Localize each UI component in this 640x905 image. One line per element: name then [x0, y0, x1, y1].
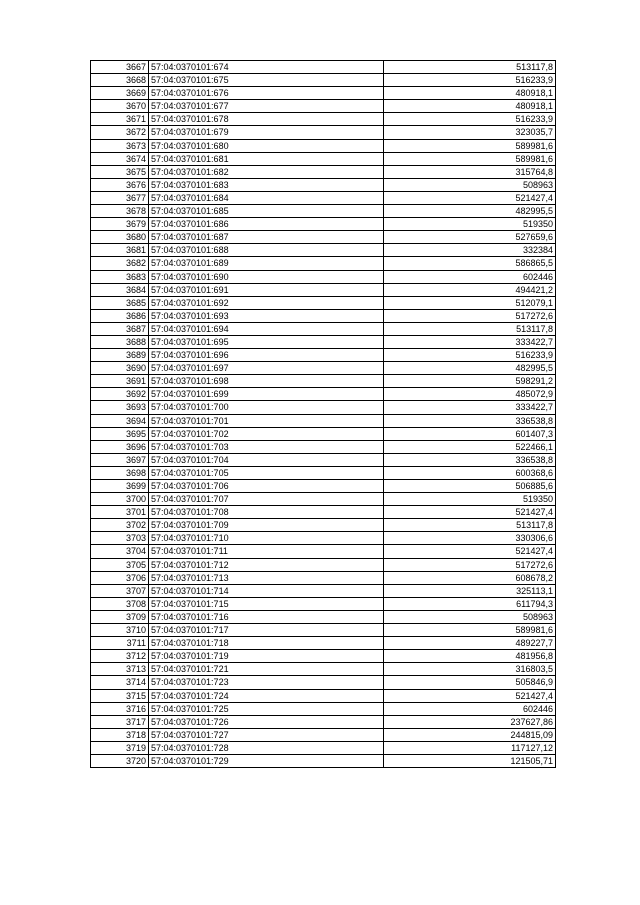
row-number-cell: 3701: [91, 506, 149, 519]
value-cell: 121505,71: [384, 754, 556, 767]
row-number-cell: 3669: [91, 87, 149, 100]
value-cell: 521427,4: [384, 191, 556, 204]
row-number-cell: 3691: [91, 375, 149, 388]
row-number-cell: 3668: [91, 74, 149, 87]
cadastral-number-cell: 57:04:0370101:703: [149, 440, 384, 453]
table-body: [91, 61, 556, 768]
row-number-cell: 3702: [91, 519, 149, 532]
cadastral-number-cell: 57:04:0370101:682: [149, 165, 384, 178]
value-cell: 336538,8: [384, 453, 556, 466]
value-cell: 325113,1: [384, 584, 556, 597]
row-number-cell: 3689: [91, 349, 149, 362]
cadastral-number-cell: 57:04:0370101:727: [149, 728, 384, 741]
value-cell: 513117,8: [384, 322, 556, 335]
table-row: [91, 597, 556, 610]
row-number-cell: 3711: [91, 637, 149, 650]
row-number-cell: 3692: [91, 388, 149, 401]
row-number-cell: 3719: [91, 741, 149, 754]
value-cell: 519350: [384, 493, 556, 506]
value-cell: 513117,8: [384, 519, 556, 532]
table-row: [91, 414, 556, 427]
value-cell: 505846,9: [384, 676, 556, 689]
cadastral-number-cell: 57:04:0370101:696: [149, 349, 384, 362]
cadastral-number-cell: 57:04:0370101:694: [149, 322, 384, 335]
row-number-cell: 3675: [91, 165, 149, 178]
row-number-cell: 3673: [91, 139, 149, 152]
row-number-cell: 3681: [91, 244, 149, 257]
row-number-cell: 3694: [91, 414, 149, 427]
cadastral-number-cell: 57:04:0370101:689: [149, 257, 384, 270]
table-row: [91, 113, 556, 126]
cadastral-number-cell: 57:04:0370101:717: [149, 624, 384, 637]
row-number-cell: 3718: [91, 728, 149, 741]
row-number-cell: 3703: [91, 532, 149, 545]
cadastral-number-cell: 57:04:0370101:692: [149, 296, 384, 309]
table-row: [91, 178, 556, 191]
value-cell: 517272,6: [384, 309, 556, 322]
table-row: [91, 754, 556, 767]
row-number-cell: 3696: [91, 440, 149, 453]
table-row: [91, 702, 556, 715]
value-cell: 506885,6: [384, 480, 556, 493]
table-row: [91, 296, 556, 309]
row-number-cell: 3698: [91, 466, 149, 479]
value-cell: 602446: [384, 702, 556, 715]
value-cell: 527659,6: [384, 231, 556, 244]
table-row: [91, 375, 556, 388]
cadastral-number-cell: 57:04:0370101:700: [149, 401, 384, 414]
value-cell: 602446: [384, 270, 556, 283]
value-cell: 316803,5: [384, 663, 556, 676]
cadastral-number-cell: 57:04:0370101:701: [149, 414, 384, 427]
table-row: [91, 322, 556, 335]
row-number-cell: 3700: [91, 493, 149, 506]
cadastral-number-cell: 57:04:0370101:714: [149, 584, 384, 597]
table-row: [91, 466, 556, 479]
table-row: [91, 61, 556, 74]
row-number-cell: 3674: [91, 152, 149, 165]
value-cell: 589981,6: [384, 139, 556, 152]
cadastral-number-cell: 57:04:0370101:713: [149, 571, 384, 584]
table-row: [91, 545, 556, 558]
table-row: [91, 427, 556, 440]
table-row: [91, 100, 556, 113]
row-number-cell: 3705: [91, 558, 149, 571]
row-number-cell: 3679: [91, 218, 149, 231]
value-cell: 330306,6: [384, 532, 556, 545]
value-cell: 333422,7: [384, 335, 556, 348]
row-number-cell: 3708: [91, 597, 149, 610]
cadastral-number-cell: 57:04:0370101:699: [149, 388, 384, 401]
cadastral-number-cell: 57:04:0370101:681: [149, 152, 384, 165]
row-number-cell: 3680: [91, 231, 149, 244]
cadastral-number-cell: 57:04:0370101:719: [149, 650, 384, 663]
value-cell: 598291,2: [384, 375, 556, 388]
value-cell: 589981,6: [384, 624, 556, 637]
cadastral-number-cell: 57:04:0370101:677: [149, 100, 384, 113]
table-row: [91, 637, 556, 650]
cadastral-number-cell: 57:04:0370101:726: [149, 715, 384, 728]
row-number-cell: 3717: [91, 715, 149, 728]
table-row: [91, 689, 556, 702]
cadastral-number-cell: 57:04:0370101:679: [149, 126, 384, 139]
table-row: [91, 650, 556, 663]
table-row: [91, 218, 556, 231]
table-row: [91, 335, 556, 348]
table-row: [91, 270, 556, 283]
row-number-cell: 3670: [91, 100, 149, 113]
table-row: [91, 388, 556, 401]
table-row: [91, 532, 556, 545]
value-cell: 482995,5: [384, 362, 556, 375]
cadastral-number-cell: 57:04:0370101:705: [149, 466, 384, 479]
value-cell: 323035,7: [384, 126, 556, 139]
cadastral-number-cell: 57:04:0370101:710: [149, 532, 384, 545]
cadastral-number-cell: 57:04:0370101:695: [149, 335, 384, 348]
table-row: [91, 74, 556, 87]
value-cell: 608678,2: [384, 571, 556, 584]
table-row: [91, 676, 556, 689]
row-number-cell: 3667: [91, 61, 149, 74]
value-cell: 512079,1: [384, 296, 556, 309]
row-number-cell: 3676: [91, 178, 149, 191]
row-number-cell: 3690: [91, 362, 149, 375]
table-row: [91, 152, 556, 165]
cadastral-number-cell: 57:04:0370101:704: [149, 453, 384, 466]
value-cell: 332384: [384, 244, 556, 257]
value-cell: 601407,3: [384, 427, 556, 440]
value-cell: 521427,4: [384, 545, 556, 558]
table-row: [91, 165, 556, 178]
value-cell: 315764,8: [384, 165, 556, 178]
value-cell: 521427,4: [384, 689, 556, 702]
table-row: [91, 401, 556, 414]
cadastral-number-cell: 57:04:0370101:721: [149, 663, 384, 676]
table-row: [91, 610, 556, 623]
cadastral-number-cell: 57:04:0370101:690: [149, 270, 384, 283]
value-cell: 237627,86: [384, 715, 556, 728]
value-cell: 516233,9: [384, 74, 556, 87]
row-number-cell: 3686: [91, 309, 149, 322]
row-number-cell: 3687: [91, 322, 149, 335]
row-number-cell: 3688: [91, 335, 149, 348]
table-row: [91, 244, 556, 257]
row-number-cell: 3714: [91, 676, 149, 689]
value-cell: 244815,09: [384, 728, 556, 741]
value-cell: 522466,1: [384, 440, 556, 453]
cadastral-number-cell: 57:04:0370101:687: [149, 231, 384, 244]
table-row: [91, 191, 556, 204]
value-cell: 600368,6: [384, 466, 556, 479]
cadastral-number-cell: 57:04:0370101:712: [149, 558, 384, 571]
table-row: [91, 558, 556, 571]
value-cell: 117127,12: [384, 741, 556, 754]
cadastral-number-cell: 57:04:0370101:724: [149, 689, 384, 702]
value-cell: 494421,2: [384, 283, 556, 296]
row-number-cell: 3683: [91, 270, 149, 283]
row-number-cell: 3693: [91, 401, 149, 414]
row-number-cell: 3684: [91, 283, 149, 296]
value-cell: 481956,8: [384, 650, 556, 663]
table-row: [91, 663, 556, 676]
cadastral-number-cell: 57:04:0370101:706: [149, 480, 384, 493]
table-row: [91, 440, 556, 453]
row-number-cell: 3707: [91, 584, 149, 597]
cadastral-number-cell: 57:04:0370101:729: [149, 754, 384, 767]
cadastral-number-cell: 57:04:0370101:723: [149, 676, 384, 689]
row-number-cell: 3678: [91, 205, 149, 218]
row-number-cell: 3697: [91, 453, 149, 466]
row-number-cell: 3671: [91, 113, 149, 126]
value-cell: 519350: [384, 218, 556, 231]
value-cell: 508963: [384, 610, 556, 623]
value-cell: 480918,1: [384, 100, 556, 113]
value-cell: 485072,9: [384, 388, 556, 401]
row-number-cell: 3677: [91, 191, 149, 204]
table-row: [91, 283, 556, 296]
cadastral-number-cell: 57:04:0370101:728: [149, 741, 384, 754]
cadastral-number-cell: 57:04:0370101:715: [149, 597, 384, 610]
cadastral-number-cell: 57:04:0370101:708: [149, 506, 384, 519]
table-row: [91, 624, 556, 637]
value-cell: 517272,6: [384, 558, 556, 571]
table-row: [91, 571, 556, 584]
cadastral-number-cell: 57:04:0370101:698: [149, 375, 384, 388]
value-cell: 513117,8: [384, 61, 556, 74]
table-row: [91, 715, 556, 728]
table-row: [91, 126, 556, 139]
cadastral-number-cell: 57:04:0370101:683: [149, 178, 384, 191]
row-number-cell: 3720: [91, 754, 149, 767]
cadastral-number-cell: 57:04:0370101:691: [149, 283, 384, 296]
cadastral-number-cell: 57:04:0370101:688: [149, 244, 384, 257]
table-row: [91, 231, 556, 244]
cadastral-number-cell: 57:04:0370101:685: [149, 205, 384, 218]
table-row: [91, 453, 556, 466]
value-cell: 611794,3: [384, 597, 556, 610]
value-cell: 480918,1: [384, 87, 556, 100]
value-cell: 482995,5: [384, 205, 556, 218]
row-number-cell: 3712: [91, 650, 149, 663]
row-number-cell: 3706: [91, 571, 149, 584]
row-number-cell: 3710: [91, 624, 149, 637]
value-cell: 516233,9: [384, 113, 556, 126]
table-row: [91, 741, 556, 754]
cadastral-number-cell: 57:04:0370101:709: [149, 519, 384, 532]
cadastral-number-cell: 57:04:0370101:686: [149, 218, 384, 231]
row-number-cell: 3704: [91, 545, 149, 558]
value-cell: 333422,7: [384, 401, 556, 414]
cadastral-number-cell: 57:04:0370101:680: [149, 139, 384, 152]
cadastral-number-cell: 57:04:0370101:725: [149, 702, 384, 715]
row-number-cell: 3682: [91, 257, 149, 270]
value-cell: 516233,9: [384, 349, 556, 362]
cadastral-number-cell: 57:04:0370101:674: [149, 61, 384, 74]
cadastral-number-cell: 57:04:0370101:697: [149, 362, 384, 375]
table-row: [91, 506, 556, 519]
table-row: [91, 584, 556, 597]
table-row: [91, 205, 556, 218]
table-row: [91, 480, 556, 493]
cadastral-number-cell: 57:04:0370101:684: [149, 191, 384, 204]
row-number-cell: 3715: [91, 689, 149, 702]
table-row: [91, 257, 556, 270]
value-cell: 508963: [384, 178, 556, 191]
row-number-cell: 3695: [91, 427, 149, 440]
row-number-cell: 3685: [91, 296, 149, 309]
cadastral-number-cell: 57:04:0370101:676: [149, 87, 384, 100]
cadastral-number-cell: 57:04:0370101:718: [149, 637, 384, 650]
row-number-cell: 3672: [91, 126, 149, 139]
table-row: [91, 349, 556, 362]
cadastral-number-cell: 57:04:0370101:693: [149, 309, 384, 322]
row-number-cell: 3709: [91, 610, 149, 623]
cadastral-number-cell: 57:04:0370101:702: [149, 427, 384, 440]
table-row: [91, 87, 556, 100]
row-number-cell: 3713: [91, 663, 149, 676]
value-cell: 336538,8: [384, 414, 556, 427]
table-row: [91, 309, 556, 322]
cadastral-number-cell: 57:04:0370101:707: [149, 493, 384, 506]
cadastral-value-table: [90, 60, 556, 768]
row-number-cell: 3716: [91, 702, 149, 715]
table-row: [91, 362, 556, 375]
value-cell: 521427,4: [384, 506, 556, 519]
value-cell: 586865,5: [384, 257, 556, 270]
cadastral-number-cell: 57:04:0370101:716: [149, 610, 384, 623]
cadastral-number-cell: 57:04:0370101:675: [149, 74, 384, 87]
table-row: [91, 519, 556, 532]
table-row: [91, 139, 556, 152]
table-row: [91, 493, 556, 506]
table-row: [91, 728, 556, 741]
row-number-cell: 3699: [91, 480, 149, 493]
value-cell: 589981,6: [384, 152, 556, 165]
cadastral-number-cell: 57:04:0370101:711: [149, 545, 384, 558]
value-cell: 489227,7: [384, 637, 556, 650]
cadastral-number-cell: 57:04:0370101:678: [149, 113, 384, 126]
